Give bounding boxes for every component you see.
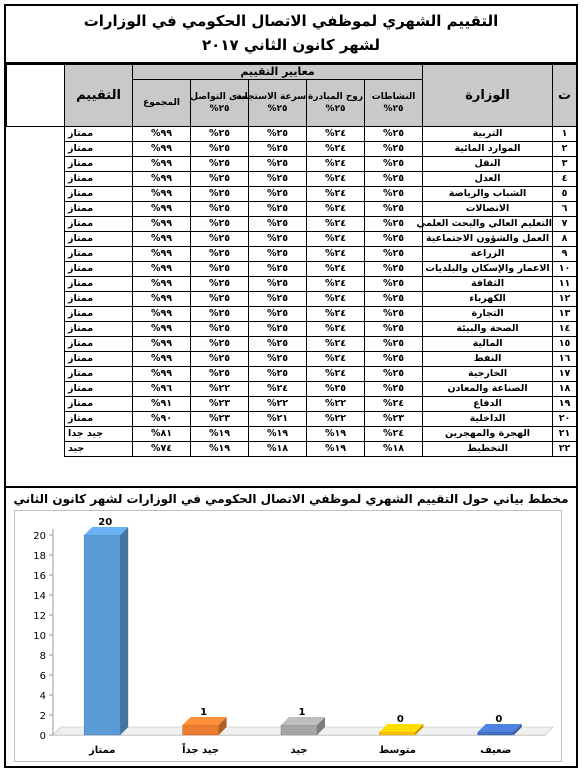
score-cell: ٢٤% (307, 277, 365, 292)
score-cell: ٢٤% (307, 292, 365, 307)
score-cell: ٢٤% (307, 127, 365, 142)
chart-title: مخطط بياني حول التقييم الشهري لموظفي الاتصال الحكومي في الوزارات لشهر كانون الثاني (6, 486, 576, 508)
row-index: ١٦ (553, 352, 577, 367)
score-cell: ٢٤% (307, 247, 365, 262)
empty-cell (7, 382, 65, 397)
table-row (7, 142, 577, 157)
rating-cell: ممتاز (65, 382, 133, 397)
data-label: 20 (98, 517, 113, 528)
chart-panel (14, 510, 562, 762)
score-cell: ٩٩% (133, 307, 191, 322)
score-cell: ٢٤% (307, 262, 365, 277)
score-cell: ٢٥% (249, 277, 307, 292)
score-cell: ٢٥% (191, 217, 249, 232)
score-cell: ٢٤% (307, 187, 365, 202)
criteria-subheader (307, 80, 365, 127)
row-index: ١ (553, 127, 577, 142)
score-cell: ٢٥% (365, 127, 423, 142)
score-cell: ٢٥% (365, 367, 423, 382)
empty-cell (7, 157, 65, 172)
row-index: ٦ (553, 202, 577, 217)
score-cell: ٢٤% (307, 157, 365, 172)
row-index: ٣ (553, 157, 577, 172)
row-index: ٢ (553, 142, 577, 157)
score-cell: ٢٥% (365, 337, 423, 352)
data-label: 1 (298, 707, 306, 718)
category-label: جيد (290, 745, 308, 756)
score-cell: ٢٤% (307, 337, 365, 352)
table-row (7, 367, 577, 382)
y-tick-label: 12 (33, 611, 46, 622)
score-cell: ٢٤% (307, 367, 365, 382)
table-row (7, 442, 577, 457)
report-title: التقييم الشهري لموظفي الاتصال الحكومي في الوزارات (83, 12, 499, 30)
empty-cell (7, 217, 65, 232)
score-cell: ٩٩% (133, 187, 191, 202)
score-cell: ٢٥% (249, 322, 307, 337)
table-row (7, 277, 577, 292)
table-row (7, 172, 577, 187)
y-tick-label: 6 (39, 671, 46, 682)
score-cell: ١٩% (191, 442, 249, 457)
y-tick-label: 8 (39, 651, 46, 662)
row-index: ٥ (553, 187, 577, 202)
score-cell: ٢٥% (249, 247, 307, 262)
empty-cell (7, 322, 65, 337)
criteria-subheader (191, 80, 249, 127)
score-cell: ٢٥% (365, 202, 423, 217)
criteria-name: مدى التواصل (190, 92, 249, 102)
score-cell: ٩١% (133, 397, 191, 412)
score-cell: ٩٩% (133, 292, 191, 307)
ministry-name: الصناعة والمعادن (423, 382, 553, 397)
ratings-table (6, 64, 577, 457)
table-row (7, 127, 577, 142)
score-cell: ٢٣% (191, 397, 249, 412)
score-cell: ٢٥% (249, 232, 307, 247)
score-cell: ٢٥% (249, 292, 307, 307)
score-cell: ٢٢% (307, 397, 365, 412)
empty-cell (7, 412, 65, 427)
score-cell: ٧٤% (133, 442, 191, 457)
table-row (7, 412, 577, 427)
score-cell: ٢٥% (249, 172, 307, 187)
bar (84, 535, 120, 735)
score-cell: ١٩% (307, 427, 365, 442)
score-cell: ١٨% (365, 442, 423, 457)
score-cell: ٨١% (133, 427, 191, 442)
score-cell: ٩٩% (133, 322, 191, 337)
bar (281, 725, 317, 735)
empty-cell (7, 232, 65, 247)
ministry-name: الكهرباء (423, 292, 553, 307)
category-label: جيد جداً (182, 745, 220, 756)
ministry-name: المالية (423, 337, 553, 352)
ministry-name: التربية (423, 127, 553, 142)
row-index: ١٠ (553, 262, 577, 277)
score-cell: ٩٦% (133, 382, 191, 397)
criteria-subheader (133, 80, 191, 127)
score-cell: ٢٣% (365, 412, 423, 427)
table-row (7, 307, 577, 322)
score-cell: ٩٩% (133, 202, 191, 217)
ministry-name: الخارجية (423, 367, 553, 382)
score-cell: ٢٤% (307, 142, 365, 157)
score-cell: ٢٤% (365, 397, 423, 412)
score-cell: ٢٥% (249, 262, 307, 277)
criteria-name: سرعة الاستجابة (235, 92, 307, 102)
rating-cell: ممتاز (65, 412, 133, 427)
y-tick-label: 16 (33, 571, 46, 582)
empty-cell (7, 142, 65, 157)
score-cell: ٢٥% (249, 352, 307, 367)
empty-cell (7, 202, 65, 217)
table-row (7, 292, 577, 307)
row-index: ١٩ (553, 397, 577, 412)
criteria-name: النشاطات (371, 92, 416, 102)
rating-cell: ممتاز (65, 262, 133, 277)
score-cell: ٢٥% (191, 337, 249, 352)
criteria-weight: ٢٥% (209, 104, 230, 114)
empty-cell (7, 427, 65, 442)
score-cell: ٩٩% (133, 352, 191, 367)
empty-cell (7, 292, 65, 307)
table-row (7, 202, 577, 217)
score-cell: ١٨% (249, 442, 307, 457)
table-row (7, 397, 577, 412)
rating-cell: ممتاز (65, 157, 133, 172)
row-index: ٢٠ (553, 412, 577, 427)
score-cell: ٢٥% (365, 232, 423, 247)
score-cell: ٢٥% (191, 157, 249, 172)
report-frame (4, 4, 578, 768)
rating-cell: ممتاز (65, 217, 133, 232)
bar-chart (15, 511, 561, 761)
category-label: ممتاز (88, 745, 116, 756)
category-label: متوسط (378, 745, 416, 756)
score-cell: ٢٥% (191, 277, 249, 292)
rating-cell: ممتاز (65, 352, 133, 367)
table-row (7, 382, 577, 397)
score-cell: ٢٥% (365, 217, 423, 232)
score-cell: ٢٥% (191, 322, 249, 337)
ministry-name: الهجرة والمهجرين (423, 427, 553, 442)
score-cell: ٢٥% (249, 157, 307, 172)
score-cell: ٩٩% (133, 367, 191, 382)
score-cell: ٢٤% (307, 217, 365, 232)
data-label: 0 (495, 714, 503, 725)
bar (183, 725, 219, 735)
score-cell: ٢٤% (307, 307, 365, 322)
score-cell: ١٩% (191, 427, 249, 442)
score-cell: ٢٥% (191, 187, 249, 202)
rating-cell: ممتاز (65, 247, 133, 262)
row-index: ٩ (553, 247, 577, 262)
row-index: ١٤ (553, 322, 577, 337)
score-cell: ٢٤% (365, 427, 423, 442)
ministry-name: العدل (423, 172, 553, 187)
row-index: ٧ (553, 217, 577, 232)
y-tick-label: 2 (39, 711, 46, 722)
ministry-name: الثقافة (423, 277, 553, 292)
data-label: 0 (396, 714, 404, 725)
rating-cell: ممتاز (65, 337, 133, 352)
score-cell: ٢٥% (365, 292, 423, 307)
ministry-name: الشباب والرياضة (423, 187, 553, 202)
row-index: ١٧ (553, 367, 577, 382)
empty-cell (7, 352, 65, 367)
rating-cell: ممتاز (65, 367, 133, 382)
category-label: ضعيف (480, 745, 512, 756)
score-cell: ٩٩% (133, 217, 191, 232)
row-index: ١٣ (553, 307, 577, 322)
rating-cell: ممتاز (65, 307, 133, 322)
score-cell: ٢٥% (191, 127, 249, 142)
row-index: ١٢ (553, 292, 577, 307)
ministry-name: الدفاع (423, 397, 553, 412)
empty-cell (7, 307, 65, 322)
score-cell: ٢٢% (307, 412, 365, 427)
empty-cell (7, 397, 65, 412)
ministry-name: النفط (423, 352, 553, 367)
score-cell: ٢٥% (365, 307, 423, 322)
score-cell: ٢٥% (249, 367, 307, 382)
ministry-name: الزراعة (423, 247, 553, 262)
score-cell: ٢٥% (191, 352, 249, 367)
score-cell: ٢٥% (365, 172, 423, 187)
score-cell: ٢٣% (191, 412, 249, 427)
score-cell: ٢٥% (191, 262, 249, 277)
ministry-name: التعليم العالي والبحث العلمي (423, 217, 553, 232)
criteria-name: المجموع (143, 98, 180, 108)
empty-cell (7, 172, 65, 187)
score-cell: ٢٤% (307, 232, 365, 247)
ministry-name: الاتصالات (423, 202, 553, 217)
ministry-name: التجارة (423, 307, 553, 322)
y-tick-label: 4 (39, 691, 46, 702)
ministry-name: الموارد المائية (423, 142, 553, 157)
bar (379, 732, 415, 735)
ministry-name: النقل (423, 157, 553, 172)
score-cell: ٩٩% (133, 277, 191, 292)
score-cell: ٢٥% (191, 307, 249, 322)
ministry-name: الصحة والبيئة (423, 322, 553, 337)
score-cell: ٩٩% (133, 157, 191, 172)
score-cell: ٢٥% (191, 172, 249, 187)
y-tick-label: 10 (33, 631, 46, 642)
score-cell: ٢٤% (249, 382, 307, 397)
score-cell: ٢٤% (307, 172, 365, 187)
empty-cell (7, 337, 65, 352)
ministry-name: التخطيط (423, 442, 553, 457)
score-cell: ٢٥% (249, 217, 307, 232)
score-cell: ٢٥% (249, 187, 307, 202)
table-row (7, 232, 577, 247)
score-cell: ٢٥% (365, 322, 423, 337)
y-tick-label: 18 (33, 551, 46, 562)
table-row (7, 352, 577, 367)
row-index: ٨ (553, 232, 577, 247)
criteria-subheader (365, 80, 423, 127)
rating-cell: ممتاز (65, 277, 133, 292)
rating-cell: ممتاز (65, 142, 133, 157)
score-cell: ٩٩% (133, 172, 191, 187)
y-tick-label: 20 (33, 531, 46, 542)
score-cell: ٢٤% (307, 352, 365, 367)
score-cell: ٢٥% (191, 292, 249, 307)
score-cell: ٢٥% (365, 142, 423, 157)
table-row (7, 337, 577, 352)
score-cell: ٢٥% (191, 247, 249, 262)
score-cell: ٢٥% (365, 247, 423, 262)
bar-side (120, 527, 128, 735)
ministry-name: الاعمار والإسكان والبلديات (423, 262, 553, 277)
ministry-name: الداخلية (423, 412, 553, 427)
score-cell: ٢٥% (191, 202, 249, 217)
score-cell: ٢٥% (249, 142, 307, 157)
empty-cell (7, 247, 65, 262)
score-cell: ٩٠% (133, 412, 191, 427)
rating-cell: ممتاز (65, 202, 133, 217)
rating-cell: ممتاز (65, 292, 133, 307)
empty-cell (7, 277, 65, 292)
criteria-weight: ٢٥% (267, 104, 288, 114)
score-cell: ٩٩% (133, 247, 191, 262)
criteria-subheader (235, 80, 307, 127)
col-header-index: ت (553, 65, 577, 127)
col-header-ministry: الوزارة (423, 65, 553, 127)
score-cell: ١٩% (307, 442, 365, 457)
empty-cell (7, 262, 65, 277)
criteria-weight: ٢٥% (383, 104, 404, 114)
score-cell: ٢٢% (191, 382, 249, 397)
empty-header-cell (7, 65, 65, 127)
empty-cell (7, 127, 65, 142)
score-cell: ٩٩% (133, 127, 191, 142)
table-row (7, 427, 577, 442)
score-cell: ٩٩% (133, 337, 191, 352)
score-cell: ٢٥% (365, 262, 423, 277)
score-cell: ٢٥% (365, 352, 423, 367)
rating-cell: ممتاز (65, 232, 133, 247)
score-cell: ٩٩% (133, 232, 191, 247)
score-cell: ٢٥% (249, 307, 307, 322)
rating-cell: ممتاز (65, 172, 133, 187)
rating-cell: جيد (65, 442, 133, 457)
score-cell: ٢٢% (249, 397, 307, 412)
criteria-weight: ٢٥% (325, 104, 346, 114)
rating-cell: ممتاز (65, 397, 133, 412)
score-cell: ٢٥% (191, 367, 249, 382)
score-cell: ٩٩% (133, 262, 191, 277)
ministry-name: العمل والشؤون الاجتماعية (423, 232, 553, 247)
score-cell: ٢٥% (365, 382, 423, 397)
bar (478, 732, 514, 735)
score-cell: ٢٥% (249, 202, 307, 217)
rating-cell: ممتاز (65, 127, 133, 142)
empty-cell (7, 187, 65, 202)
empty-cell (7, 442, 65, 457)
y-tick-label: 14 (33, 591, 46, 602)
data-label: 1 (200, 707, 208, 718)
score-cell: ٢٥% (365, 277, 423, 292)
score-cell: ٢١% (249, 412, 307, 427)
rating-cell: ممتاز (65, 187, 133, 202)
rating-cell: ممتاز (65, 322, 133, 337)
row-index: ٤ (553, 172, 577, 187)
row-index: ١٥ (553, 337, 577, 352)
score-cell: ٢٤% (307, 322, 365, 337)
rating-cell: جيد جدا (65, 427, 133, 442)
score-cell: ٢٥% (249, 337, 307, 352)
table-row (7, 187, 577, 202)
criteria-header: معايير التقييم (133, 65, 423, 80)
score-cell: ٢٥% (307, 382, 365, 397)
score-cell: ٢٥% (191, 142, 249, 157)
row-index: ١٨ (553, 382, 577, 397)
table-row (7, 247, 577, 262)
table-row (7, 217, 577, 232)
col-header-rating: التقييم (65, 65, 133, 127)
row-index: ٢٢ (553, 442, 577, 457)
table-row (7, 262, 577, 277)
row-index: ١١ (553, 277, 577, 292)
score-cell: ٢٤% (307, 202, 365, 217)
row-index: ٢١ (553, 427, 577, 442)
y-tick-label: 0 (39, 731, 46, 742)
empty-cell (7, 367, 65, 382)
score-cell: ٩٩% (133, 142, 191, 157)
report-header (6, 6, 576, 64)
score-cell: ٢٥% (365, 157, 423, 172)
criteria-name: روح المبادرة (308, 92, 364, 102)
report-subtitle: لشهر كانون الثاني ٢٠١٧ (202, 36, 380, 54)
score-cell: ٢٥% (365, 187, 423, 202)
score-cell: ١٩% (249, 427, 307, 442)
table-row (7, 157, 577, 172)
score-cell: ٢٥% (249, 127, 307, 142)
table-row (7, 322, 577, 337)
score-cell: ٢٥% (191, 232, 249, 247)
